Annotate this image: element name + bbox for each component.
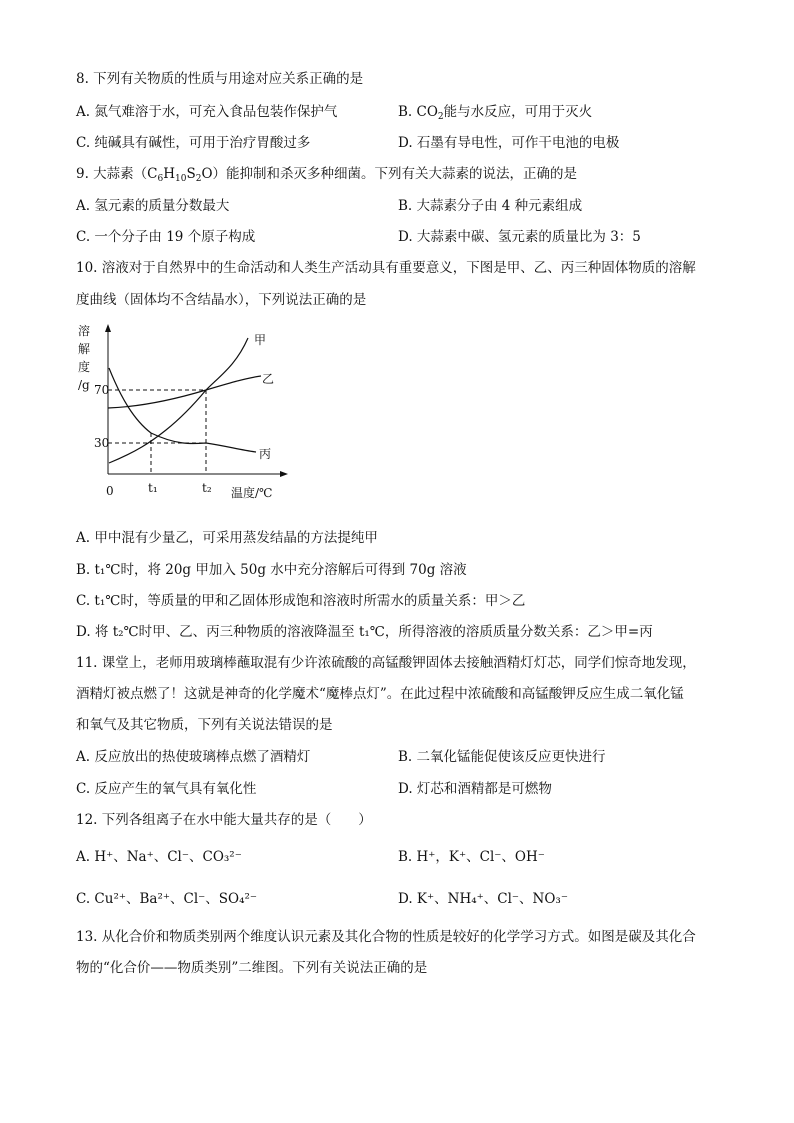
q12-option-a[interactable]: A. H⁺、Na⁺、Cl⁻、CO₃²⁻: [76, 849, 242, 865]
x-label: 温度/℃: [231, 486, 273, 500]
y-tick-70: 70: [94, 383, 110, 397]
legend-yi: 乙: [262, 372, 275, 386]
y-label-char-4: /g: [78, 378, 90, 392]
q9-stem-pre: 9. 大蒜素（C: [76, 166, 158, 182]
x-tick-t1: t₁: [148, 481, 158, 495]
origin-label: 0: [106, 484, 114, 498]
solubility-chart: [76, 320, 296, 505]
q9-sub-2: 10: [175, 174, 187, 184]
q9-option-b[interactable]: B. 大蒜素分子由 4 种元素组成: [398, 198, 583, 214]
q9-stem: [76, 162, 577, 184]
q10-option-c[interactable]: C. t₁℃时，等质量的甲和乙固体形成饱和溶液时所需水的质量关系：甲＞乙: [76, 593, 526, 609]
y-label-char-3: 度: [78, 360, 91, 374]
q12-option-c[interactable]: C. Cu²⁺、Ba²⁺、Cl⁻、SO₄²⁻: [76, 891, 258, 907]
x-tick-t2: t₂: [202, 481, 212, 495]
legend-bing: 丙: [259, 447, 272, 461]
series-jia-curve: [109, 338, 248, 463]
q10-stem-line1: 10. 溶液对于自然界中的生命活动和人类生产活动具有重要意义，下图是甲、乙、丙三种固体物质的溶解: [76, 260, 696, 276]
q8-b-post: 能与水反应，可用于灭火: [443, 104, 593, 120]
q10-stem-line2: 度曲线（固体均不含结晶水），下列说法正确的是: [76, 292, 367, 308]
q11-option-b[interactable]: B. 二氧化锰能促使该反应更快进行: [398, 749, 606, 765]
series-yi-curve: [108, 376, 261, 408]
q11-option-a[interactable]: A. 反应放出的热使玻璃棒点燃了酒精灯: [76, 749, 311, 765]
y-tick-30: 30: [94, 436, 110, 450]
q8-option-d[interactable]: D. 石墨有导电性，可作干电池的电极: [398, 135, 620, 151]
q12-stem: 12. 下列各组离子在水中能大量共存的是（ ）: [76, 812, 372, 828]
q9-s: S: [186, 166, 196, 182]
q8-b-sub: 2: [437, 112, 444, 122]
q9-option-a[interactable]: A. 氢元素的质量分数最大: [76, 198, 230, 214]
q8-option-b[interactable]: [398, 100, 592, 122]
q8-stem: 8. 下列有关物质的性质与用途对应关系正确的是: [76, 71, 364, 87]
legend-jia: 甲: [254, 333, 267, 347]
q11-stem-line1: 11. 课堂上，老师用玻璃棒蘸取混有少许浓硫酸的高锰酸钾固体去接触酒精灯灯芯，同学们惊奇地发现，: [76, 655, 696, 671]
q11-option-d[interactable]: D. 灯芯和酒精都是可燃物: [398, 781, 552, 797]
q10-option-a[interactable]: A. 甲中混有少量乙，可采用蒸发结晶的方法提纯甲: [76, 530, 378, 546]
q9-stem-post: O）能抑制和杀灭多种细菌。下列有关大蒜素的说法，正确的是: [201, 166, 578, 182]
y-axis-arrow: [105, 324, 111, 332]
x-axis-arrow: [280, 471, 288, 477]
series-bing-curve: [109, 368, 256, 452]
y-label: [78, 323, 90, 392]
q11-option-c[interactable]: C. 反应产生的氧气具有氧化性: [76, 781, 257, 797]
q9-option-c[interactable]: C. 一个分子由 19 个原子构成: [76, 229, 256, 245]
q10-option-d[interactable]: D. 将 t₂℃时甲、乙、丙三种物质的溶液降温至 t₁℃，所得溶液的溶质质量分数关系：乙＞甲=丙: [76, 624, 653, 640]
q9-h: H: [163, 166, 176, 182]
q12-option-d[interactable]: D. K⁺、NH₄⁺、Cl⁻、NO₃⁻: [398, 891, 568, 907]
q8-option-c[interactable]: C. 纯碱具有碱性，可用于治疗胃酸过多: [76, 135, 311, 151]
q8-b-pre: B. CO: [398, 104, 438, 120]
q9-option-d[interactable]: D. 大蒜素中碳、氢元素的质量比为 3：5: [398, 229, 641, 245]
q13-stem-line1: 13. 从化合价和物质类别两个维度认识元素及其化合物的性质是较好的化学学习方式。如图是碳及其化合: [76, 929, 696, 945]
q12-option-b[interactable]: B. H⁺，K⁺、Cl⁻、OH⁻: [398, 849, 545, 865]
q10-option-b[interactable]: B. t₁℃时，将 20g 甲加入 50g 水中充分溶解后可得到 70g 溶液: [76, 562, 467, 578]
q9-sub-3: 2: [195, 174, 202, 184]
q11-stem-line3: 和氧气及其它物质，下列有关说法错误的是: [76, 717, 333, 733]
y-label-char-1: 溶: [78, 324, 91, 338]
y-label-char-2: 解: [78, 342, 91, 356]
q8-option-a[interactable]: A. 氮气难溶于水，可充入食品包装作保护气: [76, 104, 338, 120]
q9-sub-1: 6: [157, 174, 164, 184]
q13-stem-line2: 物的“化合价——物质类别”二维图。下列有关说法正确的是: [76, 960, 428, 976]
q11-stem-line2: 酒精灯被点燃了！这就是神奇的化学魔术“魔棒点灯”。在此过程中浓硫酸和高锰酸钾反应生成二氧化锰: [76, 686, 684, 702]
